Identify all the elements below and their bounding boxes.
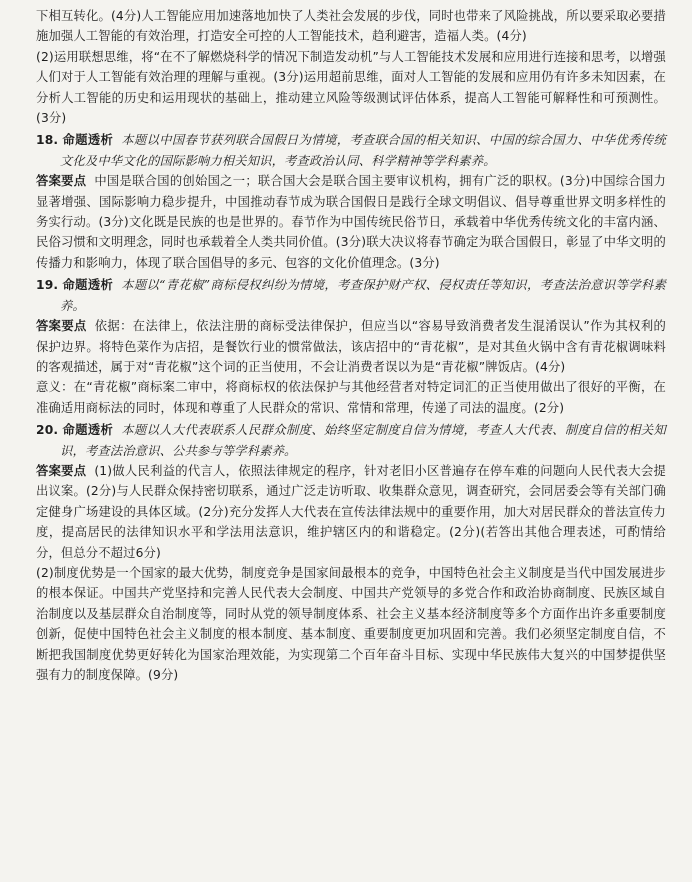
q20-answer-2: (2)制度优势是一个国家的最大优势，制度竞争是国家间最根本的竞争，中国特色社会主义制度是当代中国发展进步的根本保证。中国共产党坚持和完善人民代表大会制度、中国共产党领导的多党合作和政治协商制度、民族区域自治制度以及基层群众自治制度等，同时从党的领导制度体系、社会主义基本经济制度等多个方面作出许多重要制度创新，促使中国特色社会主义制度的根本制度、基本制度、重要制度更加巩固和完善。我们必须坚定制度自信，不断把我国制度优势更好转化为国家治理效能，为实现第二个百年奋斗目标、实现中华民族伟大复兴的中国梦提供坚强有力的制度保障。(9分) <box>36 565 666 682</box>
q20-answer-1-text: (1)做人民利益的代言人，依照法律规定的程序，针对老旧小区普遍存在停车难的问题向人民代表大会提出议案。(2分)与人民群众保持密切联系，通过广泛走访听取、收集群众意见，调查研究，会同居委会等有关部门确定健身广场建设的具体区域。(2分)充分发挥人大代表在宣传法律法规中的重要作用，加大对居民群众的普法宣传力度，提高居民的法律知识水平和学法用法意识，维护辖区内的和谐稳定。(2分)(若答出其他合理表述，可酌情给分，但总分不超过6分) <box>36 463 666 560</box>
q20-analysis-label: 命题透析 <box>62 423 114 438</box>
q20-answer-1 <box>36 461 666 563</box>
q17-paragraph-1-continued: 下相互转化。(4分)人工智能应用加速落地加快了人类社会发展的步伐，同时也带来了风险挑战，所以要采取必要措施加强人工智能的有效治理，打造安全可控的人工智能技术，趋利避害，造福人类。(4分) <box>36 9 666 44</box>
q18-answer <box>36 171 666 273</box>
q19-answer-meaning: 意义：在“青花椒”商标案二审中，将商标权的依法保护与其他经营者对特定词汇的正当使用做出了很好的平衡，在准确适用商标法的同时，体现和尊重了人民群众的常识、常情和常理，传递了司法的温度。(2分) <box>36 380 666 415</box>
q20-analysis-text: 本题以人大代表联系人民群众制度、始终坚定制度自信为情境，考查人大代表、制度自信的相关知识，考查法治意识、公共参与等学科素养。 <box>60 423 667 458</box>
q20-analysis <box>36 420 666 461</box>
q19-analysis-text: 本题以“青花椒”商标侵权纠纷为情境，考查保护财产权、侵权责任等知识，考查法治意识等学科素养。 <box>60 278 666 313</box>
q19-answer-basis: 依据：在法律上，依法注册的商标受法律保护，但应当以“容易导致消费者发生混淆误认”作为其权利的保护边界。将特色菜作为店招，是餐饮行业的惯常做法，该店招中的“青花椒”，是对其鱼火锅中含有青花椒调味料的客观描述，属于对“青花椒”这个词的正当使用，不会让消费者误以为是“青花椒”牌饭店。(4分) <box>36 319 666 374</box>
q18-analysis-label: 命题透析 <box>62 133 114 148</box>
q17-paragraph-2: (2)运用联想思维，将“在不了解燃烧科学的情况下制造发动机”与人工智能技术发展和应用进行连接和思考，以增强人们对于人工智能有效治理的理解与重视。(3分)运用超前思维，面对人工智能的发展和应用仍有许多未知因素，在分析人工智能的历史和运用现状的基础上，推动建立风险等级测试评估体系，提高人工智能可解释性和可预测性。(3分) <box>36 49 666 126</box>
q19-answer-label: 答案要点 <box>36 319 87 334</box>
q20-number: 20. <box>36 423 59 438</box>
q19-analysis-label: 命题透析 <box>62 278 114 293</box>
q19-analysis <box>36 275 666 316</box>
q18-analysis <box>36 130 666 171</box>
q18-answer-label: 答案要点 <box>36 174 87 189</box>
q18-analysis-text: 本题以中国春节获列联合国假日为情境，考查联合国的相关知识、中国的综合国力、中华优秀传统文化及中华文化的国际影响力相关知识，考查政治认同、科学精神等学科素养。 <box>60 133 667 168</box>
q18-number: 18. <box>36 133 59 148</box>
q19-answer <box>36 316 666 377</box>
q19-number: 19. <box>36 278 59 293</box>
q20-answer-label: 答案要点 <box>36 463 87 478</box>
q18-answer-text: 中国是联合国的创始国之一；联合国大会是联合国主要审议机构，拥有广泛的职权。(3分)中国综合国力显著增强、国际影响力稳步提升，中国推动春节成为联合国假日是践行全球文明倡议、倡导尊重世界文明多样性的务实行动。(3分)文化既是民族的也是世界的。春节作为中国传统民俗节日，承载着中华优秀传统文化的丰富内涵、民俗习惯和文明理念，同时也承载着全人类共同价值。(3分)联大决议将春节确定为联合国假日，彰显了中华文明的传播力和影响力，体现了联合国倡导的多元、包容的文化价值理念。(3分) <box>36 174 666 270</box>
